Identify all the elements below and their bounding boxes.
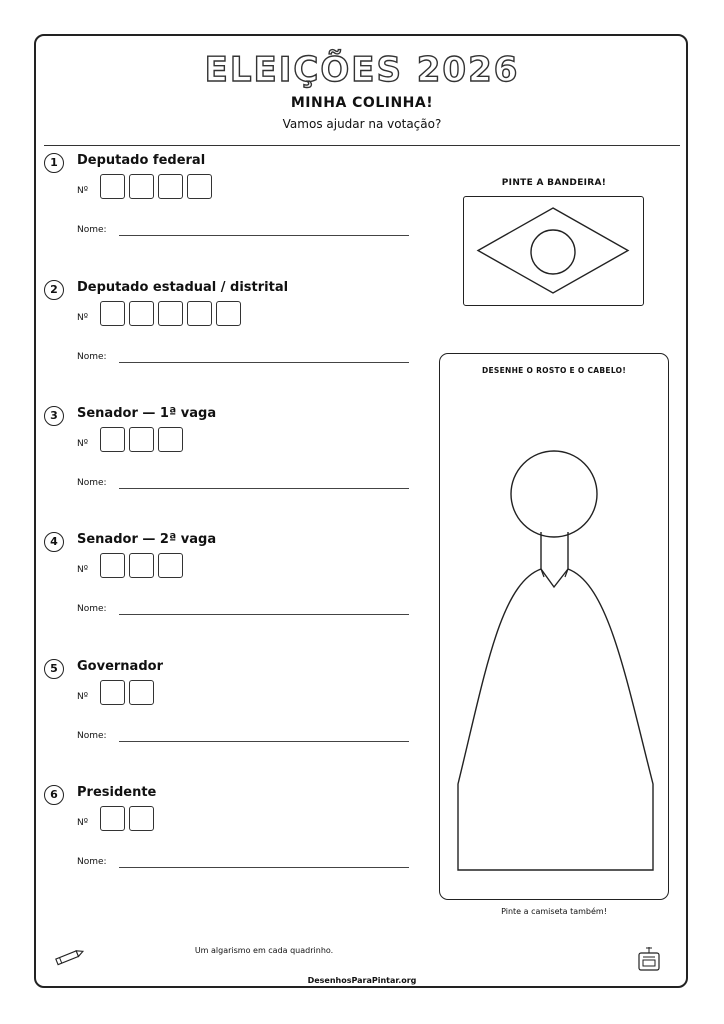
section-role: Deputado estadual / distrital (77, 280, 289, 295)
ballot-box-icon (636, 946, 662, 972)
brazil-flag-outline (464, 197, 642, 304)
digit-boxes (100, 553, 183, 578)
section-role: Presidente (77, 785, 157, 800)
number-label: Nº (77, 565, 88, 575)
digit-box[interactable] (187, 174, 212, 199)
digit-boxes (100, 301, 241, 326)
flag-circle (531, 230, 575, 274)
digit-box[interactable] (129, 553, 154, 578)
section-role: Senador — 1ª vaga (77, 406, 217, 421)
name-label: Nome: (77, 857, 107, 867)
digit-box[interactable] (100, 301, 125, 326)
digit-box[interactable] (129, 427, 154, 452)
number-label: Nº (77, 313, 88, 323)
name-line[interactable] (119, 614, 409, 615)
digit-boxes (100, 427, 183, 452)
digit-box[interactable] (158, 301, 183, 326)
section-number: 2 (44, 280, 64, 300)
name-line[interactable] (119, 488, 409, 489)
section-number: 6 (44, 785, 64, 805)
section-role: Governador (77, 659, 163, 674)
section-number: 4 (44, 532, 64, 552)
header-divider (44, 145, 680, 146)
name-label: Nome: (77, 225, 107, 235)
digit-box[interactable] (100, 806, 125, 831)
digit-box[interactable] (129, 301, 154, 326)
candidate-section (44, 785, 424, 895)
shirt-note: Pinte a camiseta também! (501, 907, 607, 916)
page-title: ELEIÇÕES 2026 (204, 50, 520, 90)
section-number: 5 (44, 659, 64, 679)
section-number: 3 (44, 406, 64, 426)
digit-box[interactable] (129, 680, 154, 705)
candidate-section (44, 153, 424, 263)
name-line[interactable] (119, 741, 409, 742)
page-subtitle: MINHA COLINHA! (290, 95, 434, 111)
digit-box[interactable] (100, 427, 125, 452)
digit-box[interactable] (158, 427, 183, 452)
footer-note: Um algarismo em cada quadrinho. (194, 946, 334, 955)
number-label: Nº (77, 818, 88, 828)
name-label: Nome: (77, 731, 107, 741)
page-tagline: Vamos ajudar na votação? (282, 117, 442, 131)
name-line[interactable] (119, 867, 409, 868)
digit-boxes (100, 806, 154, 831)
digit-box[interactable] (129, 806, 154, 831)
section-role: Senador — 2ª vaga (77, 532, 217, 547)
digit-box[interactable] (158, 553, 183, 578)
candidate-section (44, 532, 424, 642)
candidate-section (44, 280, 424, 390)
digit-box[interactable] (100, 174, 125, 199)
flag-drawing (463, 196, 644, 306)
site-credit: DesenhosParaPintar.org (307, 976, 417, 985)
digit-boxes (100, 174, 212, 199)
section-role: Deputado federal (77, 153, 206, 168)
name-line[interactable] (119, 362, 409, 363)
number-label: Nº (77, 692, 88, 702)
pencil-icon (52, 948, 86, 966)
figure-drawing-area (439, 353, 669, 900)
digit-box[interactable] (100, 680, 125, 705)
shirt-body (458, 569, 653, 870)
head-circle (511, 451, 597, 537)
digit-boxes (100, 680, 154, 705)
candidate-section (44, 406, 424, 516)
digit-box[interactable] (129, 174, 154, 199)
name-label: Nome: (77, 604, 107, 614)
flag-title: PINTE A BANDEIRA! (501, 178, 607, 188)
section-number: 1 (44, 153, 64, 173)
number-label: Nº (77, 186, 88, 196)
name-label: Nome: (77, 478, 107, 488)
candidate-section (44, 659, 424, 769)
figure-title: DESENHE O ROSTO E O CABELO! (481, 366, 627, 375)
name-label: Nome: (77, 352, 107, 362)
digit-box[interactable] (158, 174, 183, 199)
shirt-collar (541, 569, 568, 587)
digit-box[interactable] (100, 553, 125, 578)
digit-box[interactable] (216, 301, 241, 326)
person-outline (440, 354, 667, 898)
number-label: Nº (77, 439, 88, 449)
digit-box[interactable] (187, 301, 212, 326)
name-line[interactable] (119, 235, 409, 236)
